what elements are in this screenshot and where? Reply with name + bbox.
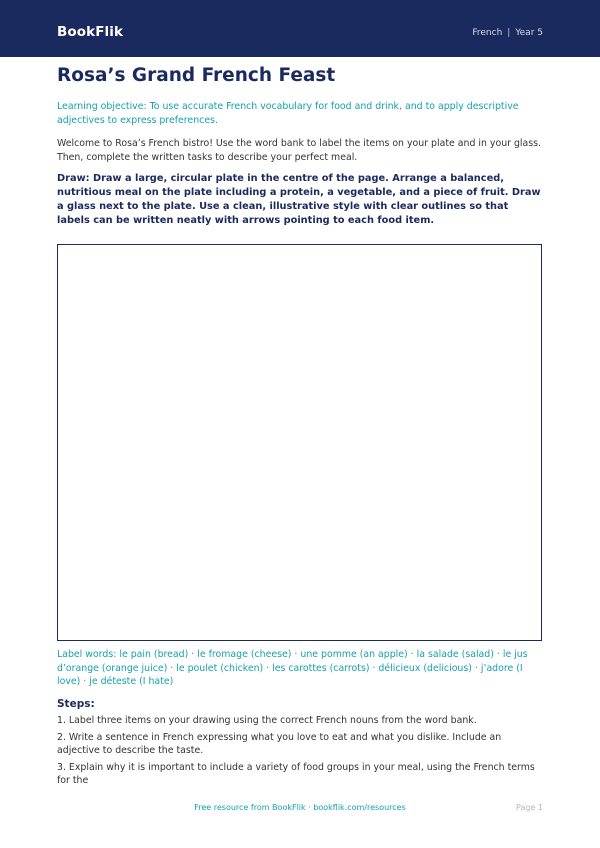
page-number: Page 1 (516, 803, 543, 812)
drawing-area[interactable] (57, 244, 542, 641)
learning-objective: Learning objective: To use accurate French vocabulary for food and drink, and to apply descriptive adjectives to express preferences. (57, 101, 519, 126)
step-item-3: 3. Explain why it is important to include a variety of food groups in your meal, using the French terms for the (57, 761, 535, 786)
subject-year-meta (472, 26, 543, 40)
brand-logo[interactable]: BookFlik (57, 24, 124, 40)
meta-separator: | (507, 28, 511, 38)
header-bar (0, 0, 600, 57)
steps-heading: Steps: (57, 698, 95, 710)
draw-instructions: Draw: Draw a large, circular plate in the centre of the page. Arrange a balanced, nutritious meal on the plate including a protein, a vegetable, and a piece of fruit. Draw a glass next to the plate. Use a clean, illustrative style with clear outlines so that labels can be written neatly with arrows pointing to each food item. (57, 173, 541, 226)
step-item-1: 1. Label three items on your drawing using the correct French nouns from the word bank. (57, 715, 477, 726)
step-item-2: 2. Write a sentence in French expressing what you love to eat and what you dislike. Include an adjective to describe the taste. (57, 731, 502, 756)
footer-credit[interactable]: Free resource from BookFlik · bookflik.com/resources (194, 803, 406, 812)
year-label: Year 5 (515, 28, 543, 38)
intro-paragraph: Welcome to Rosa’s French bistro! Use the word bank to label the items on your plate and in your glass. Then, complete the written tasks to describe your perfect meal. (57, 138, 542, 163)
steps-list (57, 714, 543, 791)
word-bank: Label words: le pain (bread) · le fromage (cheese) · une pomme (an apple) · la salade (salad) · le jus d’orange (orange juice) · le poulet (chicken) · les carottes (carrots) · délicieux (delicious) · j’adore (I love) · je déteste (I hate) (57, 649, 528, 687)
page-title: Rosa’s Grand French Feast (57, 65, 336, 86)
subject-label: French (472, 28, 503, 38)
